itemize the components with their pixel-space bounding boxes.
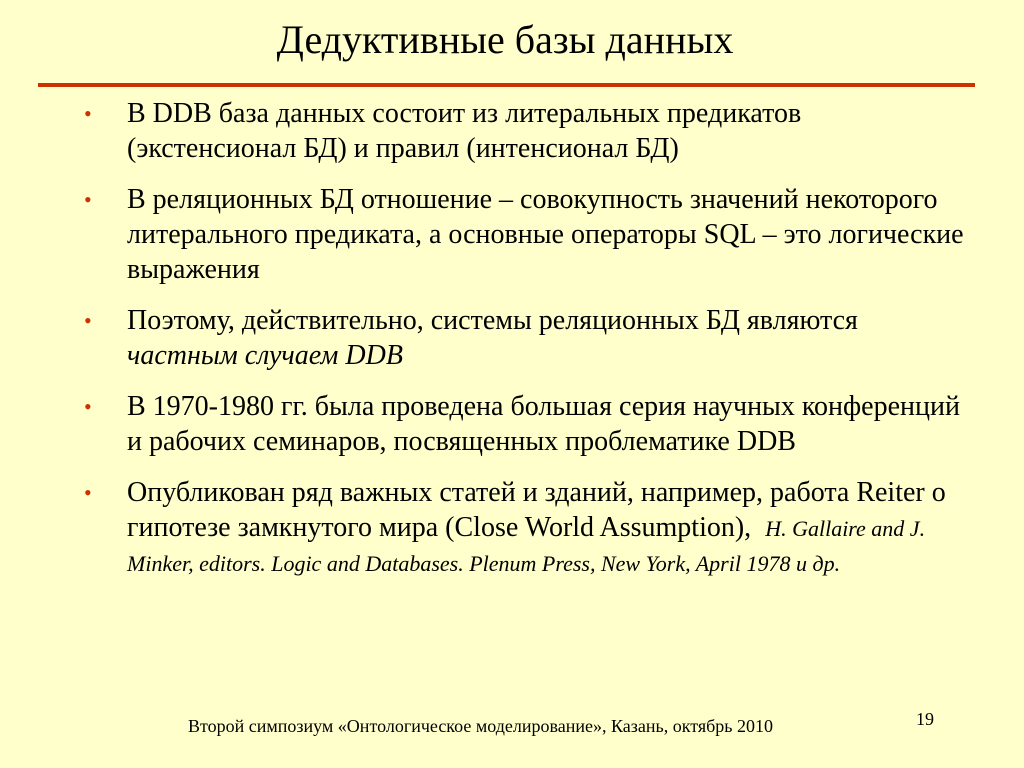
bullet-text: Поэтому, действительно, системы реляционных БД являются (127, 305, 858, 336)
bullet-text: Опубликован ряд важных статей и зданий, например, работа Reiter о гипотезе замкнутого мира (Close World Assumption), (127, 477, 946, 543)
bullet-emphasis: частным случаем DDB (127, 340, 403, 371)
bullet-text: В DDB база данных состоит из литеральных предикатов (экстенсионал БД) и правил (интенсионал БД) (127, 98, 802, 164)
bullet-citation: H. Gallaire and J. Minker, editors. Logic and Databases. Plenum Press, New York, April 1978 и др. (127, 516, 926, 576)
bullet-list (84, 96, 964, 596)
bullet-icon: • (84, 394, 92, 419)
bullet-icon: • (84, 101, 92, 126)
bullet-text: В реляционных БД отношение – совокупность значений некоторого литерального предиката, а основные операторы SQL – это логические выражения (127, 184, 964, 285)
slide-footer: Второй симпозиум «Онтологическое моделирование», Казань, октябрь 2010 (188, 716, 773, 736)
bullet-text: В 1970-1980 гг. была проведена большая серия научных конференций и рабочих семинаров, посвященных проблематике DDB (127, 391, 960, 457)
bullet-icon: • (84, 187, 92, 212)
bullet-item (84, 96, 964, 166)
bullet-item (84, 475, 964, 580)
bullet-item (84, 182, 964, 287)
bullet-item (84, 303, 964, 373)
bullet-icon: • (84, 308, 92, 333)
slide-title: Дедуктивные базы данных (276, 17, 734, 62)
page-number: 19 (916, 709, 934, 729)
bullet-item (84, 389, 964, 459)
title-underline (38, 83, 975, 87)
bullet-icon: • (84, 480, 92, 505)
